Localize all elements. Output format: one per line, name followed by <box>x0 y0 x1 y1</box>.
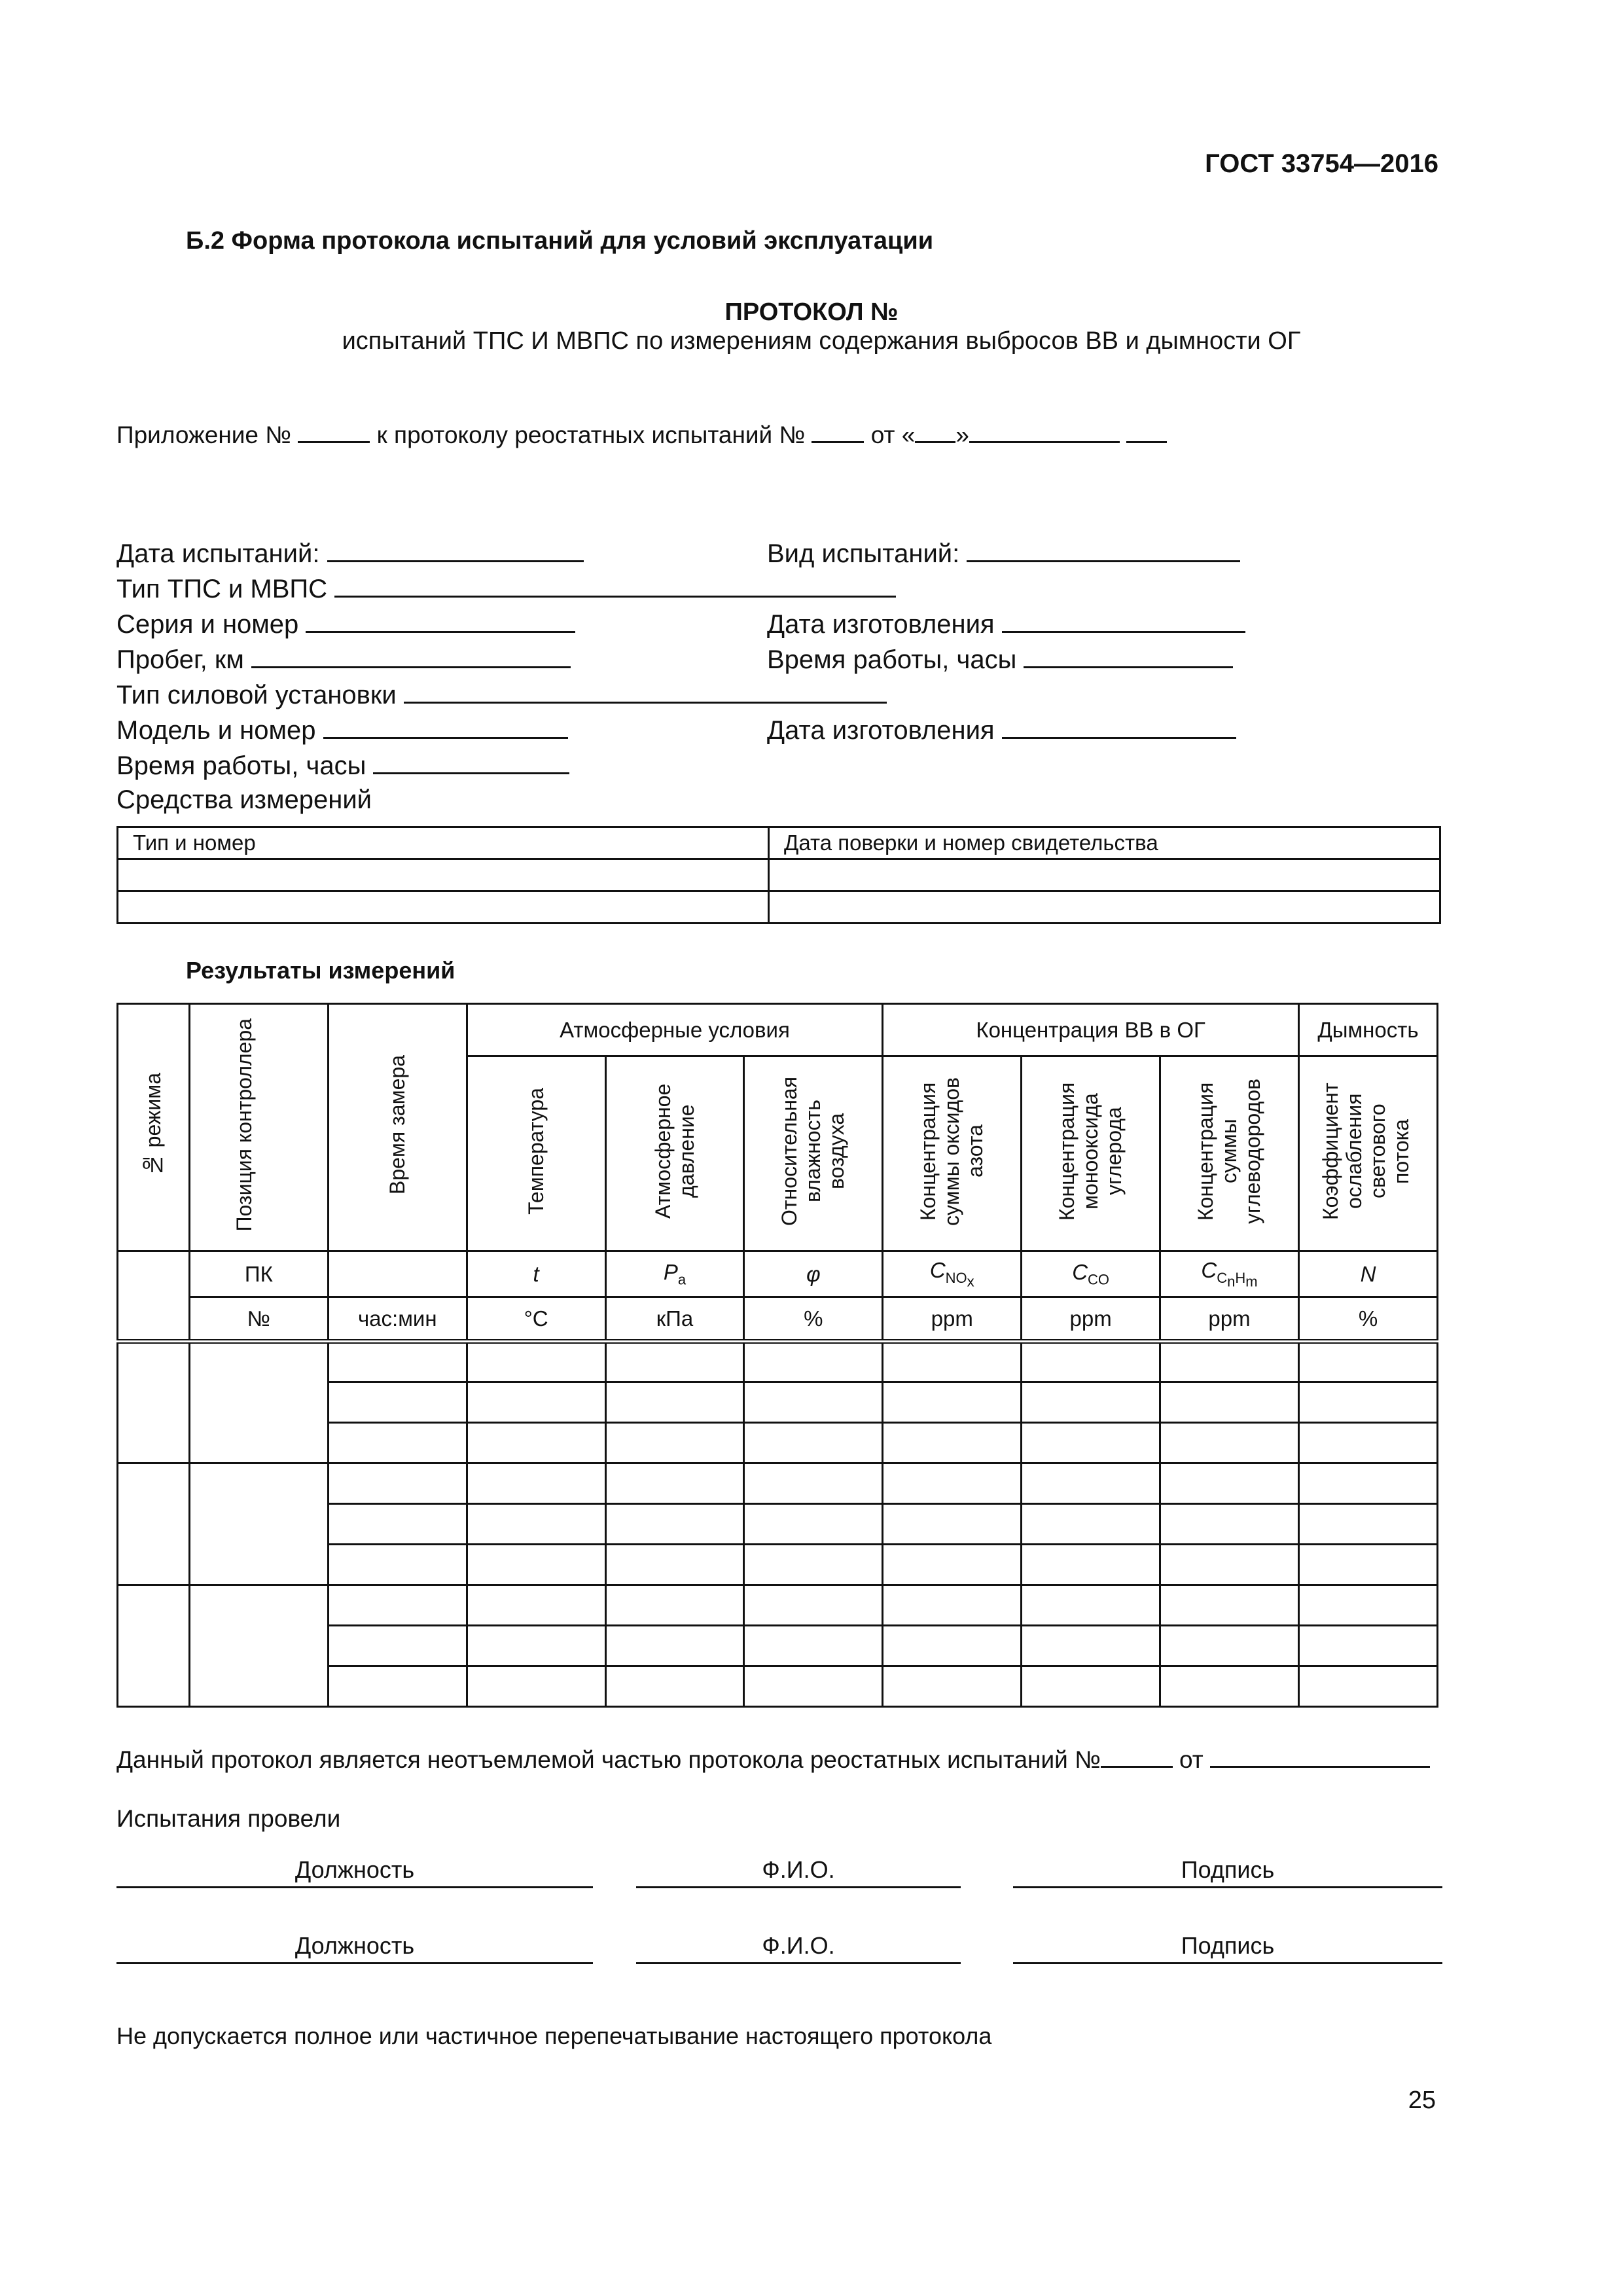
section-title: Б.2 Форма протокола испытаний для условий эксплуатации <box>186 227 934 255</box>
power-unit-type-input[interactable] <box>404 679 887 704</box>
data-cell[interactable] <box>1298 1504 1437 1545</box>
humidity-header <box>744 1056 883 1251</box>
unit-smoke: % <box>1298 1297 1437 1342</box>
test-date-field <box>116 538 584 569</box>
atmospheric-group-header: Атмосферные условия <box>467 1004 883 1056</box>
cnox-sub-text: NO <box>945 1269 967 1286</box>
data-cell[interactable] <box>328 1382 467 1423</box>
cnox-subscript <box>945 1269 974 1289</box>
controller-position-header <box>189 1004 328 1251</box>
chc-subscript <box>1217 1269 1258 1289</box>
unit-nox: ppm <box>883 1297 1022 1342</box>
t-symbol <box>467 1251 605 1297</box>
manufacture-date-field-2 <box>767 715 1236 745</box>
data-cell[interactable] <box>1022 1423 1160 1463</box>
cnox-symbol <box>883 1251 1022 1297</box>
phi-symbol-text: φ <box>806 1261 821 1286</box>
data-cell[interactable] <box>467 1545 605 1585</box>
instruments-header-row <box>118 827 1440 859</box>
data-cell[interactable] <box>1160 1585 1299 1626</box>
name-label-1: Ф.И.О. <box>762 1856 835 1883</box>
table-row <box>118 1342 1438 1382</box>
cco-subscript: CO <box>1088 1271 1110 1288</box>
temperature-label: Температура <box>524 1087 548 1215</box>
annex-quote-close: » <box>955 422 969 448</box>
chc-symbol-text: C <box>1201 1258 1217 1282</box>
chc-sub-c: C <box>1217 1269 1228 1286</box>
data-cell[interactable] <box>1022 1666 1160 1707</box>
operating-hours-input-1[interactable] <box>1024 644 1233 668</box>
smoke-coef-header <box>1298 1056 1437 1251</box>
data-cell[interactable] <box>605 1342 744 1382</box>
data-cell[interactable] <box>1022 1626 1160 1666</box>
instrument-cell[interactable] <box>769 891 1440 924</box>
protocol-number-blank[interactable] <box>812 419 864 443</box>
data-cell[interactable] <box>467 1463 605 1504</box>
data-cell[interactable] <box>1022 1342 1160 1382</box>
data-cell[interactable] <box>1022 1504 1160 1545</box>
table-row <box>118 1585 1438 1626</box>
nox-label: Концентрация суммы оксидов азота <box>916 1076 987 1226</box>
integral-from: от <box>1179 1746 1204 1773</box>
data-cell[interactable] <box>883 1463 1022 1504</box>
power-unit-type-field <box>116 679 887 710</box>
series-number-label: Серия и номер <box>116 610 299 639</box>
measure-time-header <box>328 1004 467 1251</box>
test-type-field <box>767 538 1240 569</box>
data-cell[interactable] <box>605 1382 744 1423</box>
protocol-subtitle: испытаний ТПС И МВПС по измерениям содержания выбросов ВВ и дымности ОГ <box>342 327 1301 355</box>
chc-sub-h: H <box>1235 1269 1246 1286</box>
chc-sub-m: m <box>1245 1272 1258 1289</box>
chc-sub-n: n <box>1227 1272 1236 1289</box>
temperature-header <box>467 1056 605 1251</box>
data-cell[interactable] <box>883 1423 1022 1463</box>
signature-line-2[interactable] <box>1013 1962 1442 1964</box>
data-cell[interactable] <box>883 1666 1022 1707</box>
month-blank[interactable] <box>969 419 1120 443</box>
mode-number-label: № режима <box>141 1072 166 1177</box>
data-cell[interactable] <box>605 1666 744 1707</box>
measuring-instruments-label: Средства измерений <box>116 785 372 814</box>
results-group-header-row <box>118 1004 1438 1056</box>
data-cell[interactable] <box>467 1626 605 1666</box>
manufacture-date-label-2: Дата изготовления <box>767 716 995 745</box>
annex-line <box>116 419 1167 449</box>
data-cell[interactable] <box>328 1626 467 1666</box>
data-cell[interactable] <box>605 1626 744 1666</box>
nox-header <box>883 1056 1022 1251</box>
model-number-label: Модель и номер <box>116 716 316 745</box>
model-number-field <box>116 715 568 745</box>
test-type-label: Вид испытаний: <box>767 539 960 568</box>
data-cell[interactable] <box>1298 1423 1437 1463</box>
table-row <box>118 1463 1438 1504</box>
n-symbol <box>1298 1251 1437 1297</box>
annex-text: к протоколу реостатных испытаний № <box>376 422 806 448</box>
data-cell[interactable] <box>744 1545 883 1585</box>
chc-symbol <box>1160 1251 1299 1297</box>
test-date-input[interactable] <box>327 538 584 562</box>
unit-no: № <box>189 1297 328 1342</box>
time-symbol-cell <box>328 1251 467 1297</box>
pa-symbol <box>605 1251 744 1297</box>
name-line-2[interactable] <box>636 1962 961 1964</box>
name-label-2: Ф.И.О. <box>762 1932 835 1959</box>
data-cell[interactable] <box>883 1626 1022 1666</box>
operating-hours-input-2[interactable] <box>373 750 569 774</box>
cnox-symbol-text: C <box>929 1258 946 1282</box>
power-unit-type-label: Тип силовой установки <box>116 681 397 709</box>
test-date-label: Дата испытаний: <box>116 539 320 568</box>
data-cell[interactable] <box>1022 1585 1160 1626</box>
mileage-label: Пробег, км <box>116 645 244 674</box>
position-label-2: Должность <box>294 1932 415 1959</box>
controller-cell[interactable] <box>189 1342 328 1463</box>
smoke-group-header: Дымность <box>1298 1004 1437 1056</box>
data-cell[interactable] <box>744 1463 883 1504</box>
annex-from: от « <box>870 422 916 448</box>
data-cell[interactable] <box>467 1585 605 1626</box>
signature-line-1[interactable] <box>1013 1886 1442 1888</box>
data-cell[interactable] <box>744 1423 883 1463</box>
copy-note: Не допускается полное или частичное перепечатывание настоящего протокола <box>116 2022 992 2049</box>
data-cell[interactable] <box>744 1342 883 1382</box>
data-cell[interactable] <box>1022 1545 1160 1585</box>
hc-label: Концентрация суммы углеводородов <box>1193 1078 1264 1224</box>
tested-by-label: Испытания провели <box>116 1805 341 1832</box>
series-number-input[interactable] <box>306 609 575 633</box>
manufacture-date-input-1[interactable] <box>1002 609 1245 633</box>
page-number: 25 <box>1408 2087 1436 2114</box>
mode-cell[interactable] <box>118 1463 190 1585</box>
data-cell[interactable] <box>1298 1545 1437 1585</box>
data-cell[interactable] <box>605 1463 744 1504</box>
data-cell[interactable] <box>605 1585 744 1626</box>
operating-hours-field-2 <box>116 750 569 781</box>
operating-hours-field-1 <box>767 644 1233 675</box>
hc-header <box>1160 1056 1299 1251</box>
data-cell[interactable] <box>1298 1666 1437 1707</box>
name-line-1[interactable] <box>636 1886 961 1888</box>
unit-press: кПа <box>605 1297 744 1342</box>
data-cell[interactable] <box>328 1545 467 1585</box>
annex-number-blank[interactable] <box>298 419 370 443</box>
data-cell[interactable] <box>883 1545 1022 1585</box>
data-cell[interactable] <box>1160 1626 1299 1666</box>
data-cell[interactable] <box>328 1423 467 1463</box>
model-number-input[interactable] <box>323 715 568 739</box>
data-cell[interactable] <box>1160 1423 1299 1463</box>
results-table <box>116 1003 1438 1708</box>
pa-symbol-text: P <box>663 1259 678 1284</box>
data-cell[interactable] <box>328 1342 467 1382</box>
mode-cell[interactable] <box>118 1342 190 1463</box>
data-cell[interactable] <box>467 1382 605 1423</box>
data-cell[interactable] <box>883 1585 1022 1626</box>
data-cell[interactable] <box>467 1504 605 1545</box>
concentration-group-header: Концентрация ВВ в ОГ <box>883 1004 1299 1056</box>
pk-symbol: ПК <box>189 1251 328 1297</box>
unit-hc: ppm <box>1160 1297 1299 1342</box>
unit-time: час:мин <box>328 1297 467 1342</box>
operating-hours-label-1: Время работы, часы <box>767 645 1017 674</box>
mileage-field <box>116 644 571 675</box>
data-cell[interactable] <box>1160 1342 1299 1382</box>
results-title: Результаты измерений <box>186 957 455 984</box>
instruments-row <box>118 859 1440 891</box>
day-blank[interactable] <box>915 419 955 443</box>
instruments-row <box>118 891 1440 924</box>
data-cell[interactable] <box>1160 1382 1299 1423</box>
data-cell[interactable] <box>328 1463 467 1504</box>
data-cell[interactable] <box>1298 1626 1437 1666</box>
mode-number-header <box>118 1004 190 1251</box>
controller-cell[interactable] <box>189 1585 328 1707</box>
integral-note-text: Данный протокол является неотъемлемой частью протокола реостатных испытаний № <box>116 1746 1101 1773</box>
data-cell[interactable] <box>744 1382 883 1423</box>
data-cell[interactable] <box>1160 1463 1299 1504</box>
data-cell[interactable] <box>883 1504 1022 1545</box>
data-cell[interactable] <box>467 1423 605 1463</box>
cco-symbol <box>1022 1251 1160 1297</box>
unit-temp: °C <box>467 1297 605 1342</box>
pa-subscript: a <box>677 1271 687 1288</box>
standard-number: ГОСТ 33754—2016 <box>1205 149 1438 178</box>
n-symbol-text: N <box>1360 1261 1376 1286</box>
mode-cell[interactable] <box>118 1585 190 1707</box>
data-cell[interactable] <box>328 1666 467 1707</box>
cco-symbol-text: C <box>1072 1259 1088 1284</box>
series-number-field <box>116 609 575 639</box>
instrument-cell[interactable] <box>118 891 769 924</box>
data-cell[interactable] <box>883 1342 1022 1382</box>
operating-hours-label-2: Время работы, часы <box>116 751 366 780</box>
data-cell[interactable] <box>1298 1342 1437 1382</box>
manufacture-date-field-1 <box>767 609 1245 639</box>
data-cell[interactable] <box>328 1585 467 1626</box>
pressure-header <box>605 1056 744 1251</box>
vehicle-type-label: Тип ТПС и МВПС <box>116 575 328 603</box>
measure-time-label: Время замера <box>385 1054 410 1194</box>
unit-hum: % <box>744 1297 883 1342</box>
protocol-title: ПРОТОКОЛ № <box>724 298 899 326</box>
data-cell[interactable] <box>1160 1545 1299 1585</box>
instrument-cell[interactable] <box>769 859 1440 891</box>
unit-co: ppm <box>1022 1297 1160 1342</box>
data-cell[interactable] <box>1022 1382 1160 1423</box>
data-cell[interactable] <box>1160 1504 1299 1545</box>
mileage-input[interactable] <box>251 644 571 668</box>
data-cell[interactable] <box>744 1626 883 1666</box>
data-cell[interactable] <box>1022 1463 1160 1504</box>
data-cell[interactable] <box>1298 1463 1437 1504</box>
data-cell[interactable] <box>744 1666 883 1707</box>
mode-number-blank-cell <box>118 1251 190 1342</box>
data-cell[interactable] <box>605 1545 744 1585</box>
data-cell[interactable] <box>1298 1382 1437 1423</box>
controller-position-label: Позиция контроллера <box>232 1018 257 1232</box>
test-type-input[interactable] <box>967 538 1240 562</box>
integral-date-blank[interactable] <box>1210 1744 1430 1768</box>
instrument-type-header: Тип и номер <box>118 827 769 859</box>
co-header <box>1022 1056 1160 1251</box>
phi-symbol <box>744 1251 883 1297</box>
verification-date-header: Дата поверки и номер свидетельства <box>769 827 1440 859</box>
data-cell[interactable] <box>1298 1585 1437 1626</box>
data-cell[interactable] <box>328 1504 467 1545</box>
signature-label-1: Подпись <box>1181 1856 1275 1883</box>
integral-note <box>116 1744 1430 1774</box>
units-row <box>118 1297 1438 1342</box>
smoke-coef-label: Коэффициент ослабления светового потока <box>1319 1082 1414 1220</box>
position-line-1[interactable] <box>116 1886 593 1888</box>
manufacture-date-input-2[interactable] <box>1002 715 1236 739</box>
position-line-2[interactable] <box>116 1962 593 1964</box>
cnox-subsub: x <box>967 1272 974 1289</box>
instrument-cell[interactable] <box>118 859 769 891</box>
data-cell[interactable] <box>744 1585 883 1626</box>
manufacture-date-label-1: Дата изготовления <box>767 610 995 639</box>
controller-cell[interactable] <box>189 1463 328 1585</box>
data-cell[interactable] <box>605 1423 744 1463</box>
data-cell[interactable] <box>1160 1666 1299 1707</box>
data-cell[interactable] <box>883 1382 1022 1423</box>
integral-number-blank[interactable] <box>1101 1744 1173 1768</box>
symbols-row <box>118 1251 1438 1297</box>
instruments-table <box>116 826 1441 924</box>
position-label-1: Должность <box>294 1856 415 1883</box>
co-label: Концентрация монооксида углерода <box>1054 1081 1126 1221</box>
year-blank[interactable] <box>1126 419 1167 443</box>
data-cell[interactable] <box>605 1504 744 1545</box>
data-cell[interactable] <box>744 1504 883 1545</box>
data-cell[interactable] <box>467 1666 605 1707</box>
signature-label-2: Подпись <box>1181 1932 1275 1959</box>
vehicle-type-field <box>116 573 896 604</box>
vehicle-type-input[interactable] <box>334 573 896 598</box>
pressure-label: Атмосферное давление <box>651 1083 698 1219</box>
data-cell[interactable] <box>467 1342 605 1382</box>
annex-label: Приложение № <box>116 422 291 448</box>
humidity-label: Относительная влажность воздуха <box>777 1076 848 1226</box>
t-symbol-text: t <box>533 1261 539 1286</box>
